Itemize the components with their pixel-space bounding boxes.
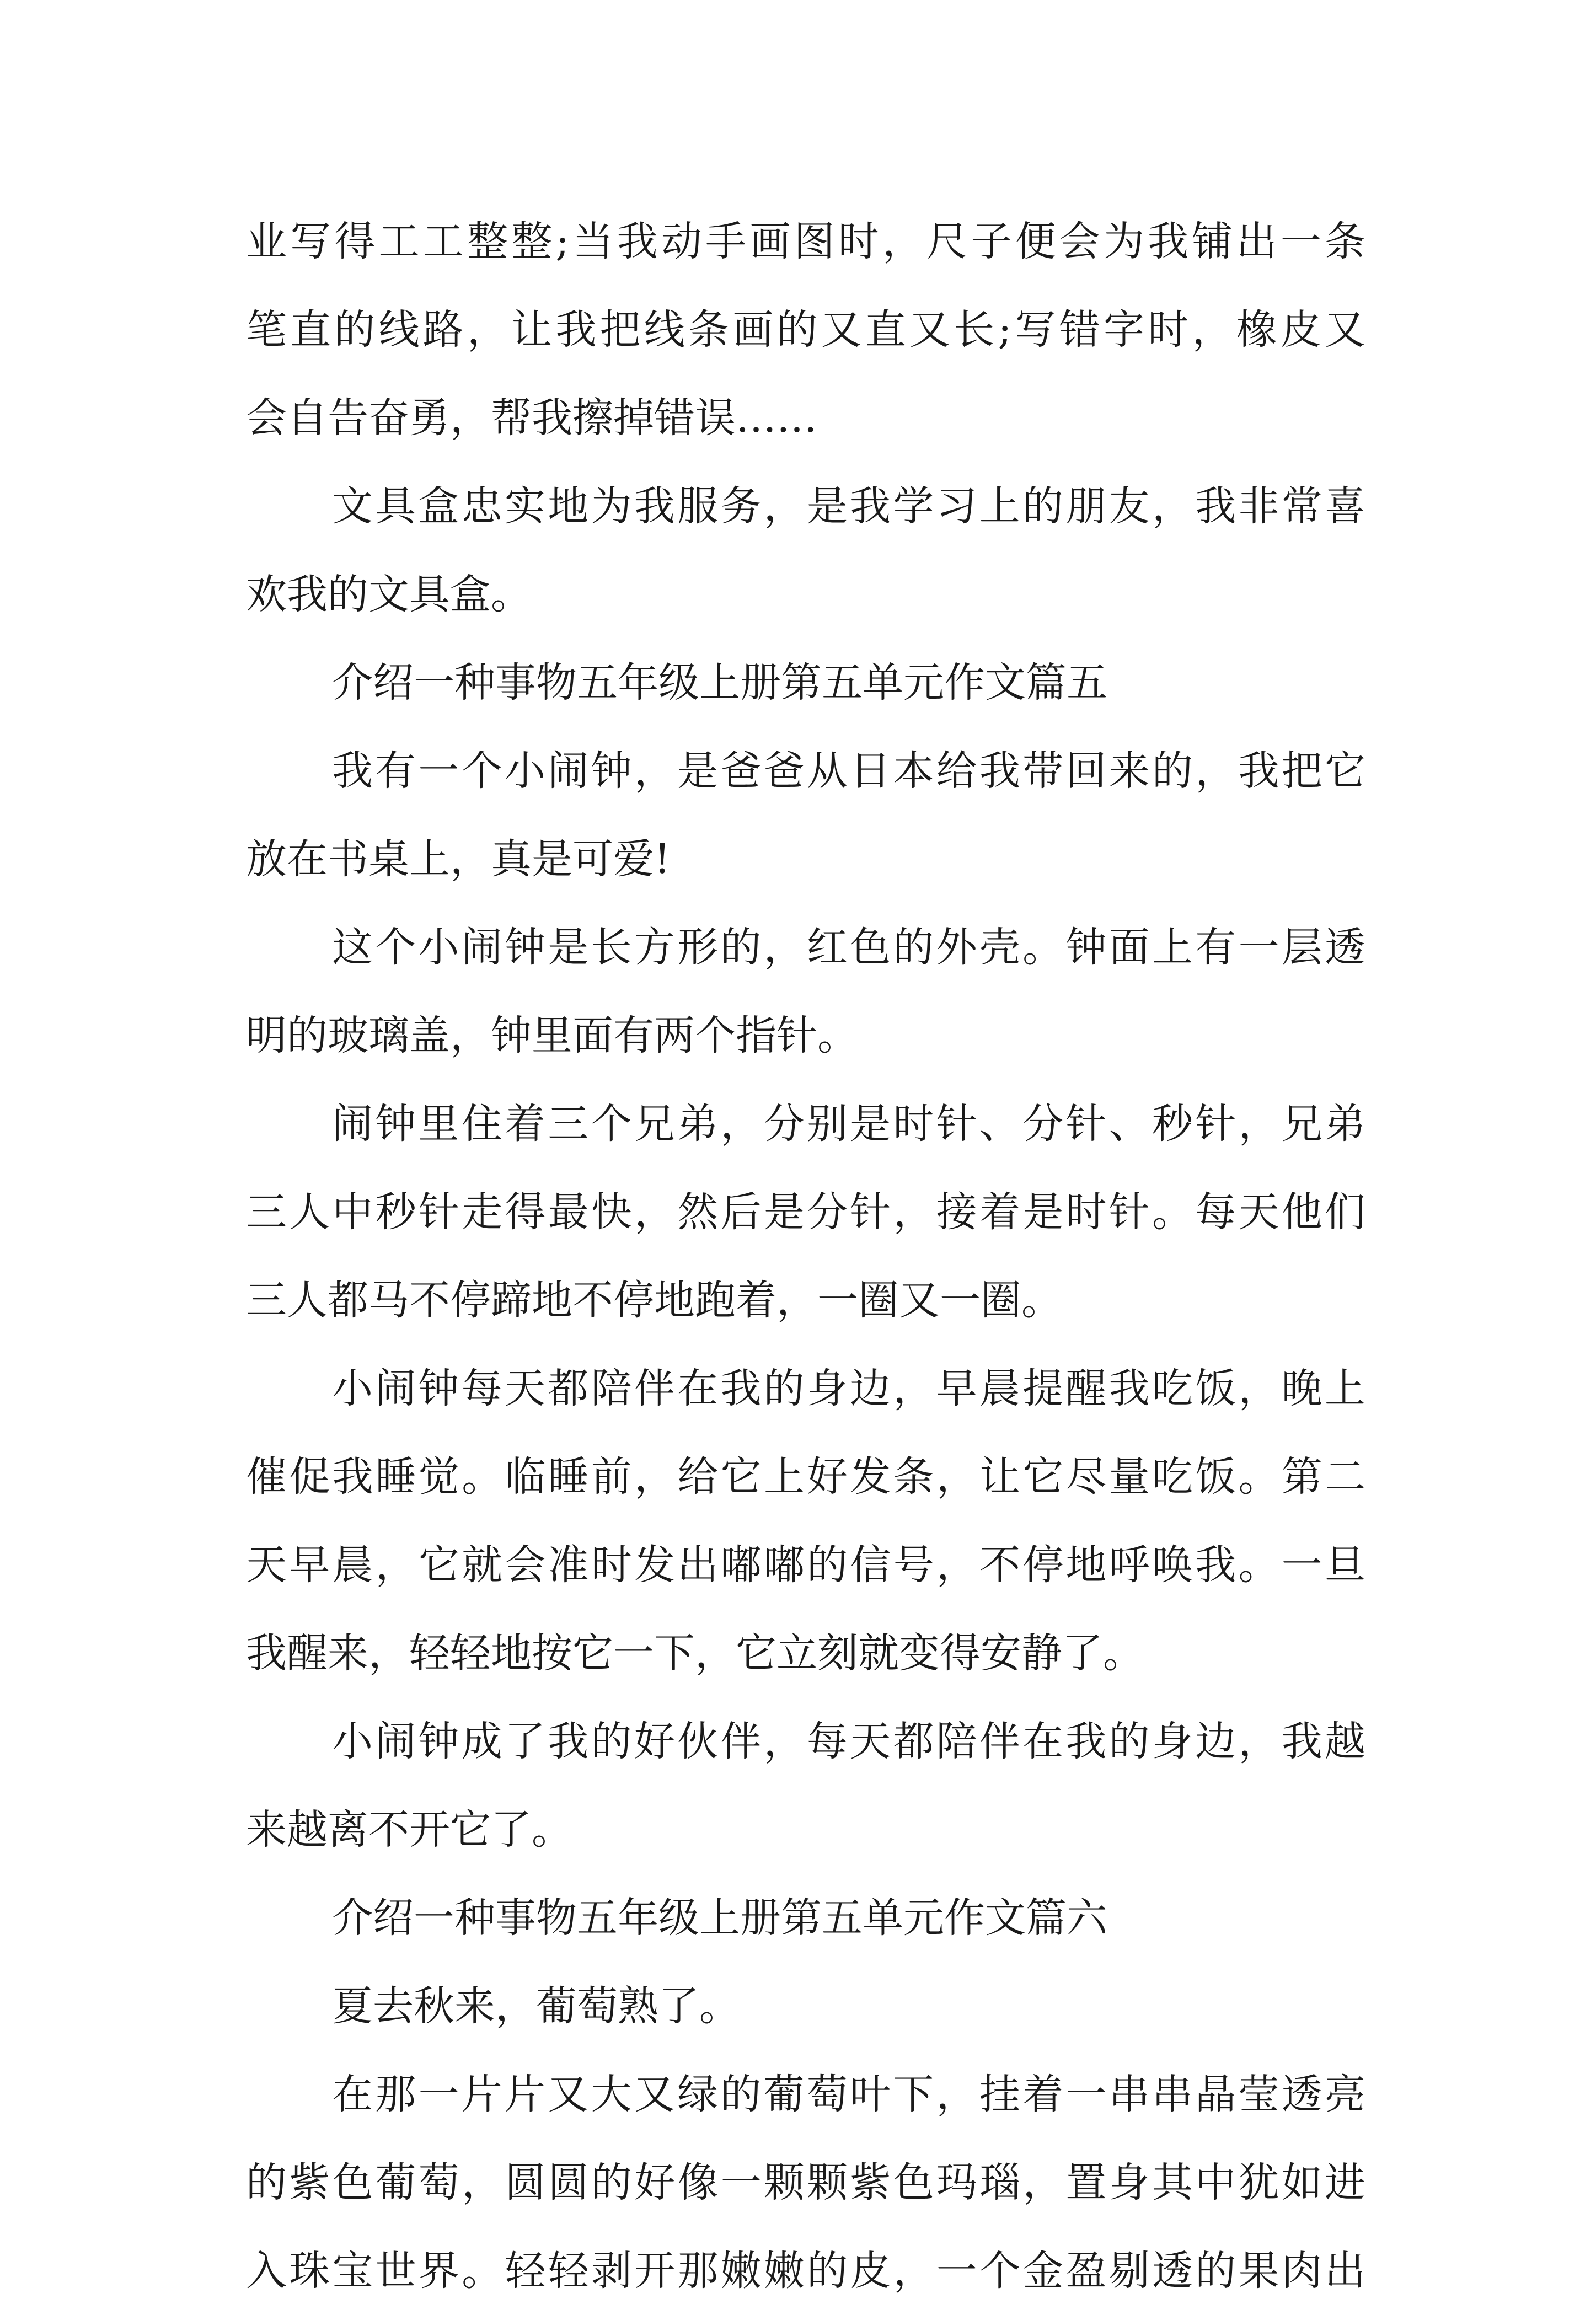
text-line: 放在书桌上，真是可爱!	[246, 835, 671, 883]
text-line: 催促我睡觉。临睡前，给它上好发条，让它尽量吃饭。第二	[246, 1453, 1365, 1501]
text-line: 小闹钟成了我的好伙伴，每天都陪伴在我的身边，我越	[332, 1718, 1365, 1765]
text-line: 在那一片片又大又绿的葡萄叶下，挂着一串串晶莹透亮	[332, 2071, 1365, 2118]
text-line: 欢我的文具盒。	[246, 571, 532, 618]
text-line: 入珠宝世界。轻轻剥开那嫩嫩的皮，一个金盈剔透的果肉出	[246, 2247, 1365, 2295]
text-line: 文具盒忠实地为我服务，是我学习上的朋友，我非常喜	[332, 483, 1365, 530]
text-line: 三人中秒针走得最快，然后是分针，接着是时针。每天他们	[246, 1188, 1365, 1236]
text-line: 这个小闹钟是长方形的，红色的外壳。钟面上有一层透	[332, 924, 1365, 971]
text-line: 我有一个小闹钟，是爸爸从日本给我带回来的，我把它	[332, 747, 1365, 795]
text-line: 夏去秋来，葡萄熟了。	[332, 1982, 740, 2030]
text-line: 天早晨，它就会准时发出嘟嘟的信号，不停地呼唤我。一旦	[246, 1541, 1365, 1589]
section-heading: 介绍一种事物五年级上册第五单元作文篇六	[332, 1894, 1107, 1942]
text-line: 笔直的线路，让我把线条画的又直又长;写错字时，橡皮又	[246, 306, 1365, 353]
text-line: 我醒来，轻轻地按它一下，它立刻就变得安静了。	[246, 1630, 1144, 1677]
text-line: 三人都马不停蹄地不停地跑着，一圈又一圈。	[246, 1277, 1062, 1324]
text-line: 来越离不开它了。	[246, 1806, 572, 1853]
text-line: 闹钟里住着三个兄弟，分别是时针、分针、秒针，兄弟	[332, 1100, 1365, 1148]
text-line: 会自告奋勇，帮我擦掉错误……	[246, 394, 817, 442]
text-line: 的紫色葡萄，圆圆的好像一颗颗紫色玛瑙，置身其中犹如进	[246, 2159, 1365, 2206]
section-heading: 介绍一种事物五年级上册第五单元作文篇五	[332, 659, 1107, 706]
text-line: 小闹钟每天都陪伴在我的身边，早晨提醒我吃饭，晚上	[332, 1365, 1365, 1412]
text-line: 明的玻璃盖，钟里面有两个指针。	[246, 1012, 858, 1059]
text-line: 业写得工工整整;当我动手画图时，尺子便会为我铺出一条	[246, 218, 1365, 265]
